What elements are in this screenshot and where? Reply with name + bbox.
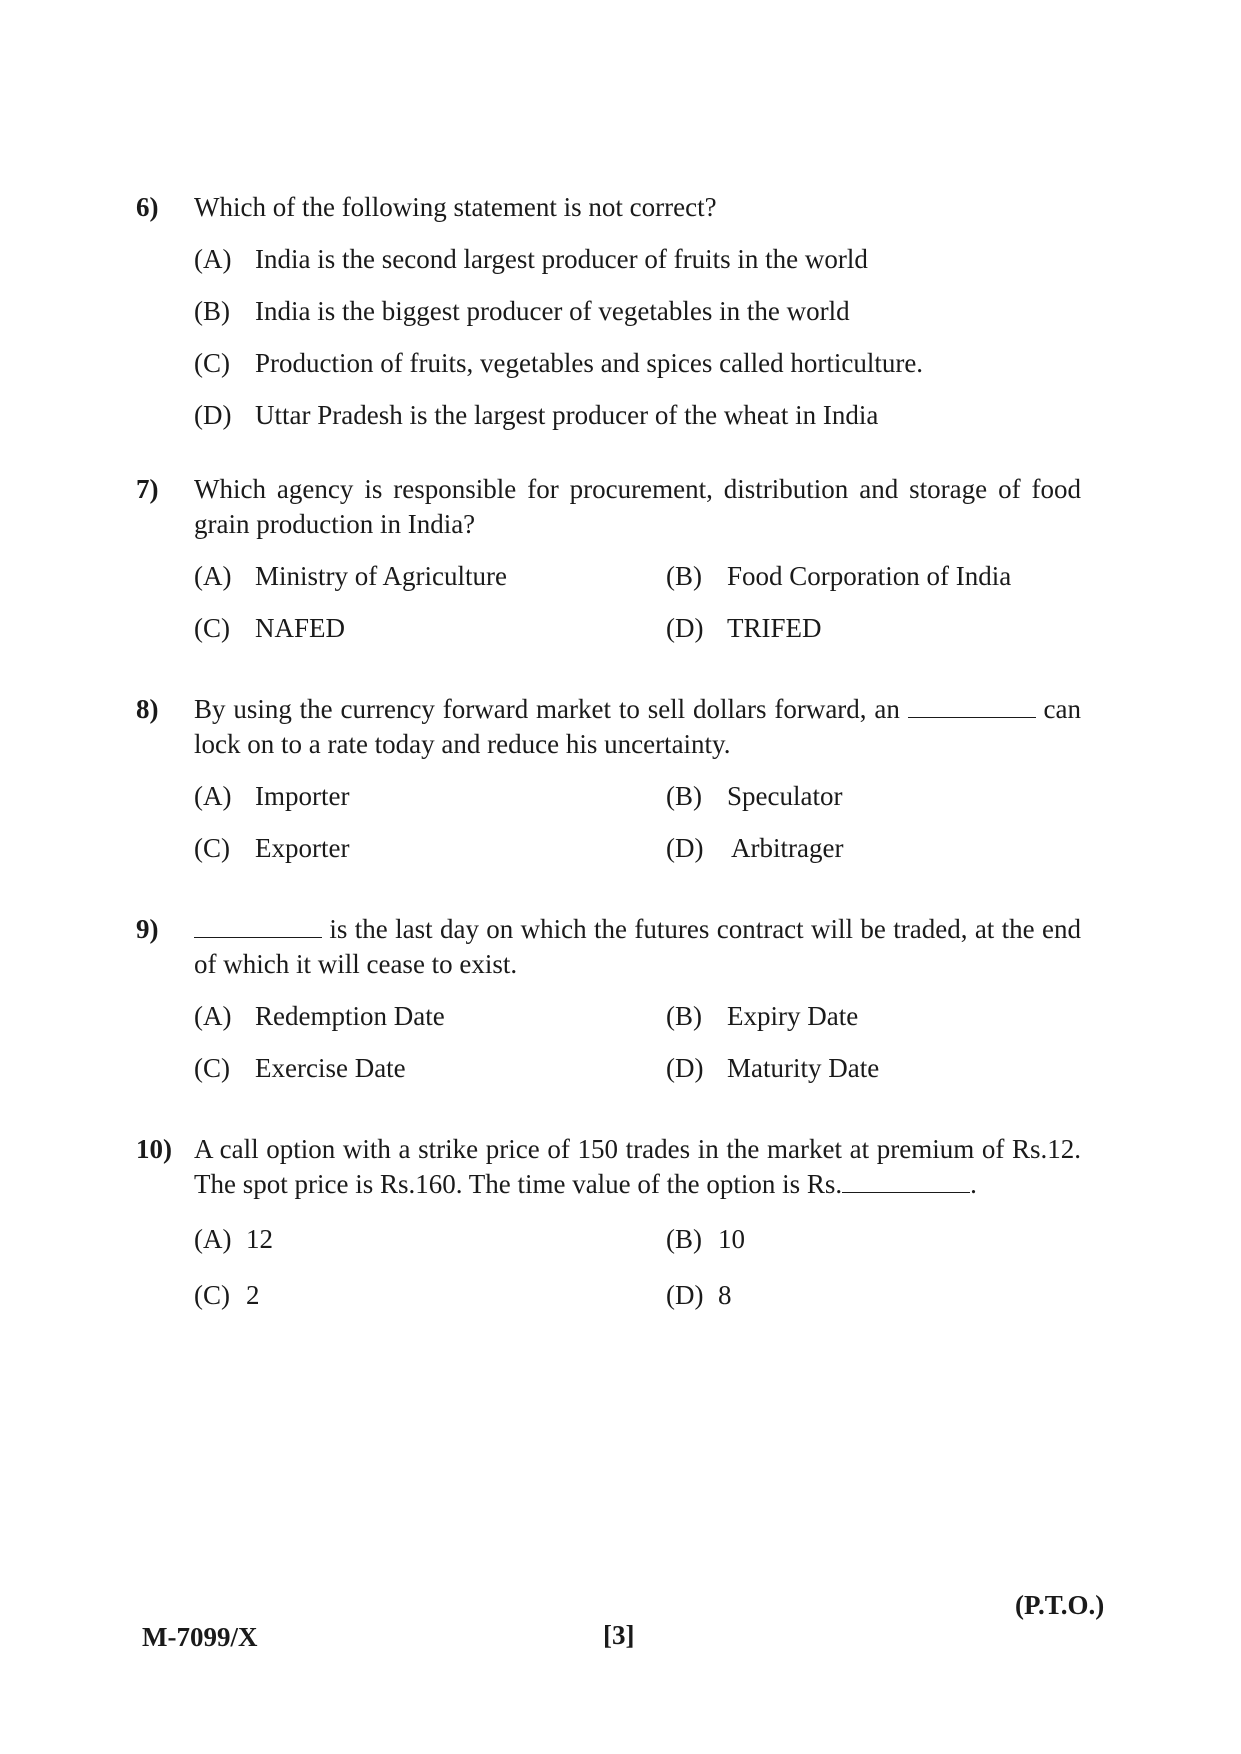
option-label: (C): [194, 833, 230, 863]
option-text: 10: [718, 1224, 745, 1254]
option-text: India is the second largest producer of fruits in the world: [255, 244, 868, 274]
option-b: [666, 999, 1081, 1034]
option-text: 2: [246, 1280, 260, 1310]
option-label: (D): [666, 613, 704, 643]
option-text: Production of fruits, vegetables and spices called horticulture.: [255, 348, 924, 378]
option-text: 8: [718, 1280, 732, 1310]
option-d: [666, 831, 1081, 866]
option-a: [194, 999, 666, 1034]
option-label: (A): [194, 1224, 232, 1254]
option-label: (D): [666, 1053, 704, 1083]
paper-code: M-7099/X: [142, 1622, 258, 1652]
option-label: (B): [666, 561, 702, 591]
option-label: (C): [194, 1280, 230, 1310]
option-c: [194, 346, 1081, 381]
option-label: (A): [194, 1001, 232, 1031]
option-text: India is the biggest producer of vegetables in the world: [255, 296, 850, 326]
option-label: (D): [666, 1280, 704, 1310]
option-b: [666, 1222, 1081, 1257]
option-label: (B): [194, 296, 230, 326]
option-d: [666, 611, 1081, 646]
option-text: Maturity Date: [727, 1053, 880, 1083]
option-c: [194, 1051, 666, 1086]
question-text-after: .: [970, 1169, 977, 1199]
question-text: Which of the following statement is not correct?: [194, 192, 717, 222]
question-8: [136, 692, 1081, 866]
option-text: Exercise Date: [255, 1053, 406, 1083]
option-b: [666, 779, 1081, 814]
option-a: [194, 1222, 666, 1257]
options-grid: [194, 779, 1081, 866]
option-label: (C): [194, 348, 230, 378]
option-c: [194, 1278, 666, 1313]
option-text: Arbitrager: [731, 833, 844, 863]
question-text: [194, 1132, 1081, 1202]
question-number: 10): [136, 1134, 172, 1164]
question-text: Which agency is responsible for procurement, distribution and storage of food grain production in India?: [194, 474, 1081, 539]
page-number: [3]: [603, 1620, 635, 1650]
question-number: 7): [136, 474, 159, 504]
answer-blank: [908, 695, 1036, 718]
option-text: NAFED: [255, 613, 346, 643]
option-text: Uttar Pradesh is the largest producer of the wheat in India: [255, 400, 879, 430]
option-b: [194, 294, 1081, 329]
question-text-after: is the last day on which the futures contract will be traded, at the end of which it will cease to exist.: [194, 914, 1082, 979]
question-text-before: A call option with a strike price of 150 trades in the market at premium of Rs.12. The spot price is Rs.160. The time value of the option is Rs.: [194, 1134, 1081, 1199]
option-text: Food Corporation of India: [727, 561, 1012, 591]
question-number: 9): [136, 914, 159, 944]
option-text: Speculator: [727, 781, 843, 811]
option-label: (D): [666, 833, 704, 863]
option-label: (A): [194, 244, 232, 274]
option-label: (A): [194, 781, 232, 811]
option-b: [666, 559, 1081, 594]
option-a: [194, 242, 1081, 277]
option-d: [666, 1278, 1081, 1313]
question-9: [136, 912, 1081, 1086]
option-label: (B): [666, 1001, 702, 1031]
question-10: [136, 1132, 1081, 1313]
option-label: (A): [194, 561, 232, 591]
question-6: [136, 190, 1081, 450]
option-text: Importer: [255, 781, 350, 811]
option-text: TRIFED: [727, 613, 822, 643]
option-text: Expiry Date: [727, 1001, 859, 1031]
options-grid: [194, 1222, 1081, 1313]
question-text-before: By using the currency forward market to sell dollars forward, an: [194, 694, 900, 724]
option-text: 12: [246, 1224, 273, 1254]
option-label: (D): [194, 400, 232, 430]
option-a: [194, 779, 666, 814]
option-label: (B): [666, 781, 702, 811]
option-c: [194, 831, 666, 866]
option-text: Exporter: [255, 833, 350, 863]
option-text: Ministry of Agriculture: [255, 561, 507, 591]
option-label: (C): [194, 1053, 230, 1083]
option-d: [194, 398, 1081, 433]
question-number: 8): [136, 694, 159, 724]
options-grid: [194, 559, 1081, 646]
options-list: [194, 242, 1081, 433]
option-label: (B): [666, 1224, 702, 1254]
answer-blank: [194, 915, 322, 938]
question-text-after: can lock on to a rate today and reduce his uncertainty.: [194, 694, 1082, 759]
answer-blank: [842, 1170, 970, 1193]
question-number: 6): [136, 192, 159, 222]
option-text: Redemption Date: [255, 1001, 445, 1031]
question-text: [194, 692, 1081, 762]
option-a: [194, 559, 666, 594]
options-grid: [194, 999, 1081, 1086]
question-7: [136, 472, 1081, 646]
option-label: (C): [194, 613, 230, 643]
question-text: [194, 912, 1081, 982]
option-d: [666, 1051, 1081, 1086]
pto-label: (P.T.O.): [1015, 1590, 1105, 1620]
option-c: [194, 611, 666, 646]
